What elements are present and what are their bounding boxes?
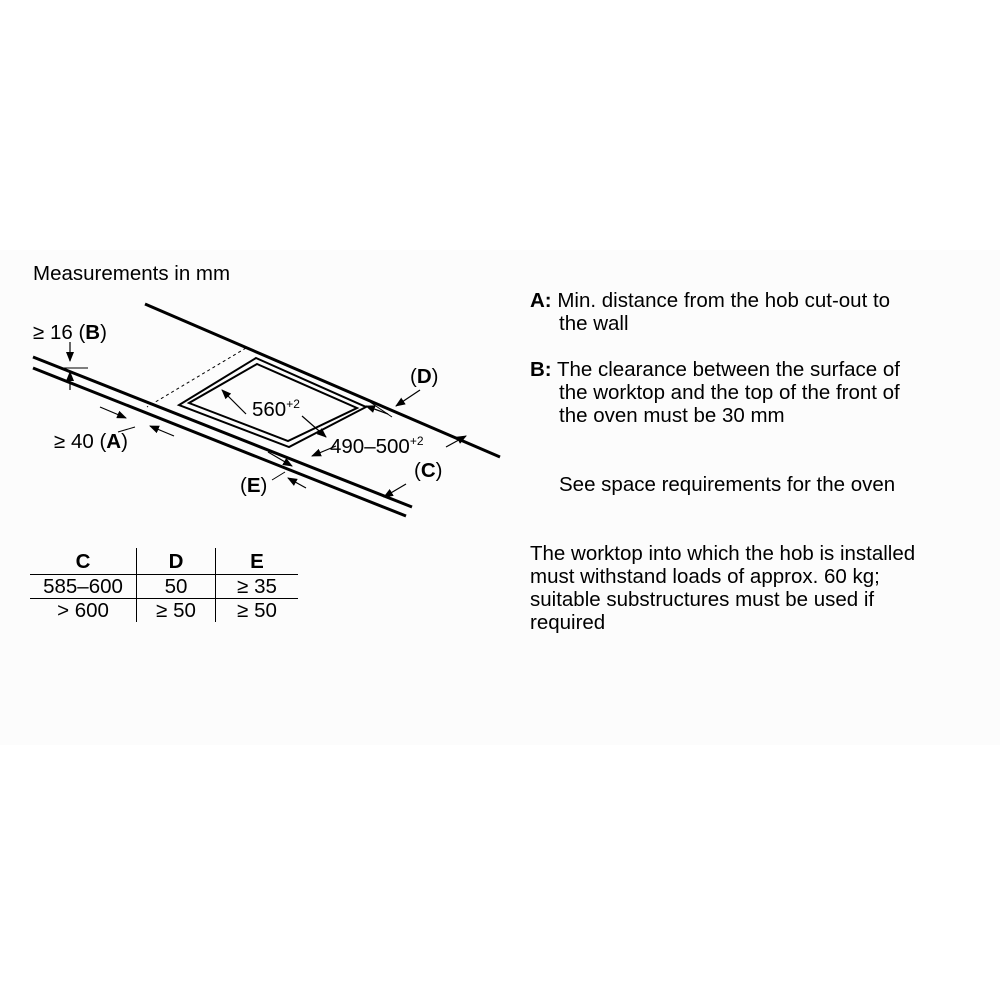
table-row — [30, 575, 298, 599]
header-e: E — [216, 548, 299, 575]
label-width: $560^{+2}$ — [252, 397, 300, 421]
note-a-line2: the wall — [559, 312, 629, 335]
label-b: ≥ 16 (B) — [33, 321, 107, 344]
e-leader — [272, 472, 285, 480]
c-arrow-bottom — [384, 484, 406, 497]
note-b-line1: B: The clearance between the surface of — [530, 358, 900, 381]
cell-c: 585–600 — [30, 575, 137, 599]
d-arrow — [396, 390, 420, 406]
label-a: ≥ 40 (A) — [54, 430, 128, 453]
label-e: (E) — [240, 474, 268, 497]
measurements-caption: Measurements in mm — [33, 262, 231, 285]
label-depth: $490-500^{+2}$ — [330, 434, 424, 458]
note-a — [530, 289, 890, 335]
cell-e: ≥ 35 — [216, 575, 299, 599]
note-a-line1: A: Min. distance from the hob cut-out to — [530, 289, 891, 312]
cell-c: > 600 — [30, 599, 137, 623]
cell-d: ≥ 50 — [137, 599, 216, 623]
table-header-row — [30, 548, 298, 575]
load-note-line4: required — [530, 611, 606, 634]
oven-note: See space requirements for the oven — [559, 473, 896, 496]
table-row — [30, 599, 298, 623]
label-d: (D) — [410, 365, 439, 388]
load-note-line3: suitable substructures must be used if — [530, 588, 875, 611]
note-b — [530, 358, 900, 427]
load-note-line1: The worktop into which the hob is installed — [530, 542, 916, 565]
cell-e: ≥ 50 — [237, 599, 277, 622]
a-arrow-left — [100, 407, 126, 418]
load-note-line2: must withstand loads of approx. 60 kg; — [530, 565, 880, 588]
label-c: (C) — [414, 459, 443, 482]
load-note — [530, 542, 915, 634]
cell-d: 50 — [137, 575, 216, 599]
width-arrow-left — [222, 390, 246, 414]
header-d: D — [137, 548, 216, 575]
dimensions-table — [30, 548, 298, 622]
note-b-line3: the oven must be 30 mm — [559, 404, 785, 427]
header-c: C — [30, 548, 137, 575]
e-arrow-bottom — [288, 478, 306, 488]
a-arrow-right — [150, 426, 174, 436]
note-b-line2: the worktop and the top of the front of — [559, 381, 900, 404]
